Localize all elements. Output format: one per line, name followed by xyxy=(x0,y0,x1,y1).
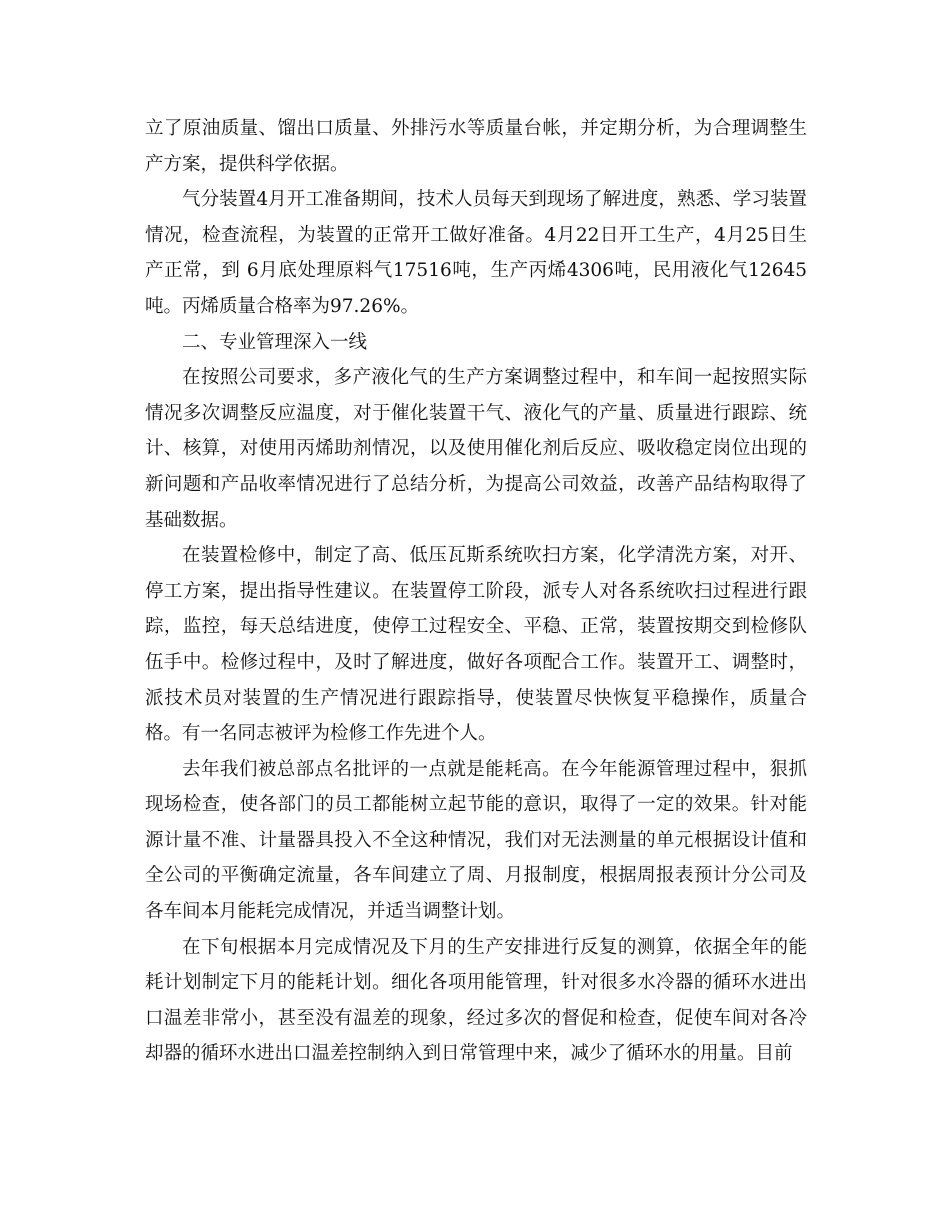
paragraph-5: 去年我们被总部点名批评的一点就是能耗高。在今年能源管理过程中，狠抓现场检查，使各部门的员工都能树立起节能的意识，取得了一定的效果。针对能源计量不准、计量器具投入不全这种情况，我们对无法测量的单元根据设计值和全公司的平衡确定流量，各车间建立了周、月报制度，根据周报表预计分公司及各车间本月能耗完成情况，并适当调整计划。 xyxy=(145,758,807,923)
paragraph-2: 气分装置4月开工准备期间，技术人员每天到现场了解进度，熟悉、学习装置情况，检查流程，为装置的正常开工做好准备。4月22日开工生产，4月25日生产正常，到 6月底处理原料气17516吨，生产丙烯4306吨，民用液化气12645吨。丙烯质量合格率为97.26%。 xyxy=(145,189,807,317)
paragraph-6: 在下旬根据本月完成情况及下月的生产安排进行反复的测算，依据全年的能耗计划制定下月的能耗计划。细化各项用能管理，针对很多水冷器的循环水进出口温差非常小，甚至没有温差的现象，经过多次的督促和检查，促使车间对各冷却器的循环水进出口温差控制纳入到日常管理中来，减少了循环水的用量。目前 xyxy=(145,936,807,1065)
paragraph-4: 在装置检修中，制定了高、低压瓦斯系统吹扫方案，化学清洗方案，对开、停工方案，提出指导性建议。在装置停工阶段，派专人对各系统吹扫过程进行跟踪，监控，每天总结进度，使停工过程安全、平稳、正常，装置按期交到检修队伍手中。检修过程中，及时了解进度，做好各项配合工作。装置开工、调整时，派技术员对装置的生产情况进行跟踪指导，使装置尽快恢复平稳操作，质量合格。有一名同志被评为检修工作先进个人。 xyxy=(145,545,807,745)
document-body xyxy=(145,111,807,1072)
paragraph-3: 在按照公司要求，多产液化气的生产方案调整过程中，和车间一起按照实际情况多次调整反应温度，对于催化装置干气、液化气的产量、质量进行跟踪、统计、核算，对使用丙烯助剂情况，以及使用催化剂后反应、吸收稳定岗位出现的新问题和产品收率情况进行了总结分析，为提高公司效益，改善产品结构取得了基础数据。 xyxy=(145,367,807,531)
paragraph-1: 立了原油质量、馏出口质量、外排污水等质量台帐，并定期分析，为合理调整生产方案，提供科学依据。 xyxy=(145,118,807,175)
section-heading: 二、专业管理深入一线 xyxy=(182,331,368,353)
